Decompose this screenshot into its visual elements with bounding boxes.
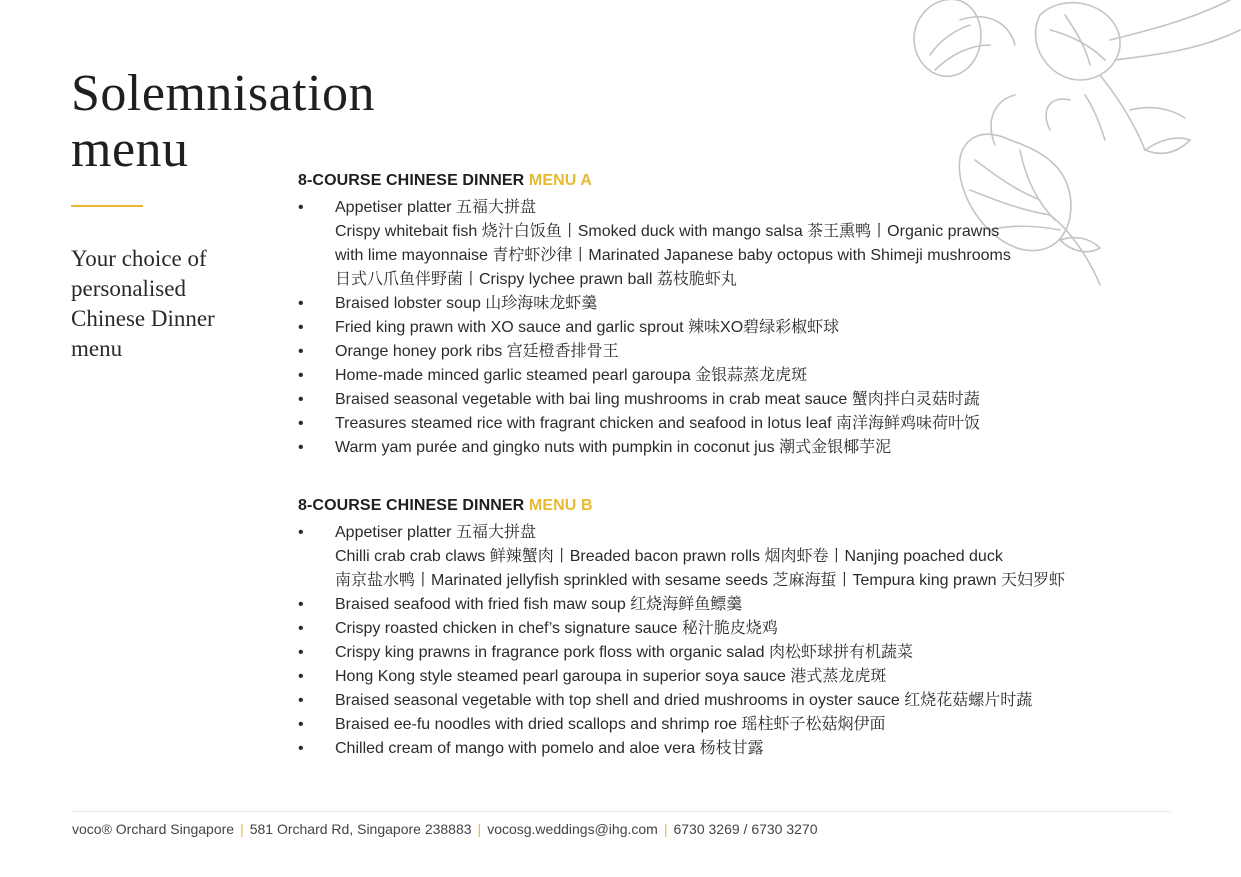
menu-item (298, 316, 1011, 340)
menu-item-line: • Chilled cream of mango with pomelo and aloe vera 杨枝甘露 (335, 740, 764, 757)
menu-b-heading (298, 495, 1065, 516)
footer-email[interactable]: vocosg.weddings@ihg.com (487, 821, 658, 837)
menu-item-line: • Braised seafood with fried fish maw soup 红烧海鲜鱼鳔羹 (335, 596, 743, 613)
gold-divider (71, 205, 143, 207)
menu-item (298, 364, 1011, 388)
menu-item-line: • Crispy king prawns in fragrance pork floss with organic salad 肉松虾球拼有机蔬菜 (335, 644, 913, 661)
menu-heading-text: 8-COURSE CHINESE DINNER (298, 497, 525, 514)
footer-divider (71, 811, 1171, 812)
menu-item-line: 日式八爪鱼伴野菌丨Crispy lychee prawn ball 荔枝脆虾丸 (335, 271, 737, 288)
footer-phone: 6730 3269 / 6730 3270 (673, 821, 818, 837)
menu-item-line: Crispy whitebait fish 烧汁白饭鱼丨Smoked duck with mango salsa 茶王熏鸭丨Organic prawns (335, 223, 1000, 240)
menu-b-label: MENU B (528, 497, 593, 514)
menu-item-line: • Appetiser platter 五福大拼盘 (335, 524, 536, 541)
menu-item (298, 713, 1065, 737)
menu-item-line: Chilli crab crab claws 鲜辣蟹肉丨Breaded bacon prawn rolls 烟肉虾卷丨Nanjing poached duck (335, 548, 1003, 565)
menu-item-line: • Hong Kong style steamed pearl garoupa in superior soya sauce 港式蒸龙虎斑 (335, 668, 887, 685)
menu-a-label: MENU A (528, 172, 593, 189)
menu-item (298, 436, 1011, 460)
menu-item-line: • Crispy roasted chicken in chef’s signature sauce 秘汁脆皮烧鸡 (335, 620, 778, 637)
menu-item-line: • Braised ee-fu noodles with dried scallops and shrimp roe 瑶柱虾子松菇焖伊面 (335, 716, 886, 733)
menu-item (298, 617, 1065, 641)
footer-separator: | (663, 821, 668, 837)
menu-item-line: • Braised seasonal vegetable with top shell and dried mushrooms in oyster sauce 红烧花菇螺片时蔬 (335, 692, 1033, 709)
menu-item (298, 388, 1011, 412)
subtitle-line: Chinese Dinner (71, 306, 215, 331)
menu-a-section (298, 170, 1011, 460)
menu-a-heading (298, 170, 1011, 191)
menu-item (298, 689, 1065, 713)
footer-separator: | (240, 821, 244, 837)
menu-item-line: • Warm yam purée and gingko nuts with pumpkin in coconut jus 潮式金银椰芋泥 (335, 439, 892, 456)
menu-b-list (298, 521, 1065, 761)
subtitle-line: menu (71, 336, 123, 361)
footer-separator: | (477, 821, 482, 837)
menu-item (298, 593, 1065, 617)
menu-item (298, 340, 1011, 364)
menu-item-line: • Fried king prawn with XO sauce and garlic sprout 辣味XO碧绿彩椒虾球 (335, 319, 840, 336)
menu-item-line: with lime mayonnaise 青柠虾沙律丨Marinated Japanese baby octopus with Shimeji mushrooms (335, 247, 1011, 264)
menu-item (298, 737, 1065, 761)
menu-item-line: • Braised seasonal vegetable with bai ling mushrooms in crab meat sauce 蟹肉拌白灵菇时蔬 (335, 391, 980, 408)
menu-item-line: 南京盐水鸭丨Marinated jellyfish sprinkled with sesame seeds 芝麻海蜇丨Tempura king prawn 天妇罗虾 (335, 572, 1066, 589)
menu-item-line: • Braised lobster soup 山珍海味龙虾羹 (335, 295, 598, 312)
menu-heading-text: 8-COURSE CHINESE DINNER (298, 172, 525, 189)
footer-hotel: voco® Orchard Singapore (72, 821, 235, 837)
menu-item-line: • Appetiser platter 五福大拼盘 (335, 199, 536, 216)
menu-item (298, 196, 1011, 292)
menu-item-line: • Home-made minced garlic steamed pearl garoupa 金银蒜蒸龙虎斑 (335, 367, 808, 384)
title-line: menu (71, 121, 189, 178)
subtitle-line: personalised (71, 276, 186, 301)
subtitle-line: Your choice of (71, 246, 207, 271)
menu-a-list (298, 196, 1011, 460)
menu-item (298, 292, 1011, 316)
menu-item (298, 665, 1065, 689)
footer (72, 820, 818, 838)
menu-b-section (298, 495, 1065, 761)
menu-item-line: • Treasures steamed rice with fragrant chicken and seafood in lotus leaf 南洋海鲜鸡味荷叶饭 (335, 415, 981, 432)
menu-item (298, 412, 1011, 436)
subtitle (71, 244, 271, 364)
menu-item-line: • Orange honey pork ribs 宫廷橙香排骨王 (335, 343, 619, 360)
menu-item (298, 521, 1065, 593)
title-line: Solemnisation (71, 65, 376, 122)
page-title (71, 66, 411, 178)
footer-address: 581 Orchard Rd, Singapore 238883 (249, 821, 472, 837)
menu-item (298, 641, 1065, 665)
